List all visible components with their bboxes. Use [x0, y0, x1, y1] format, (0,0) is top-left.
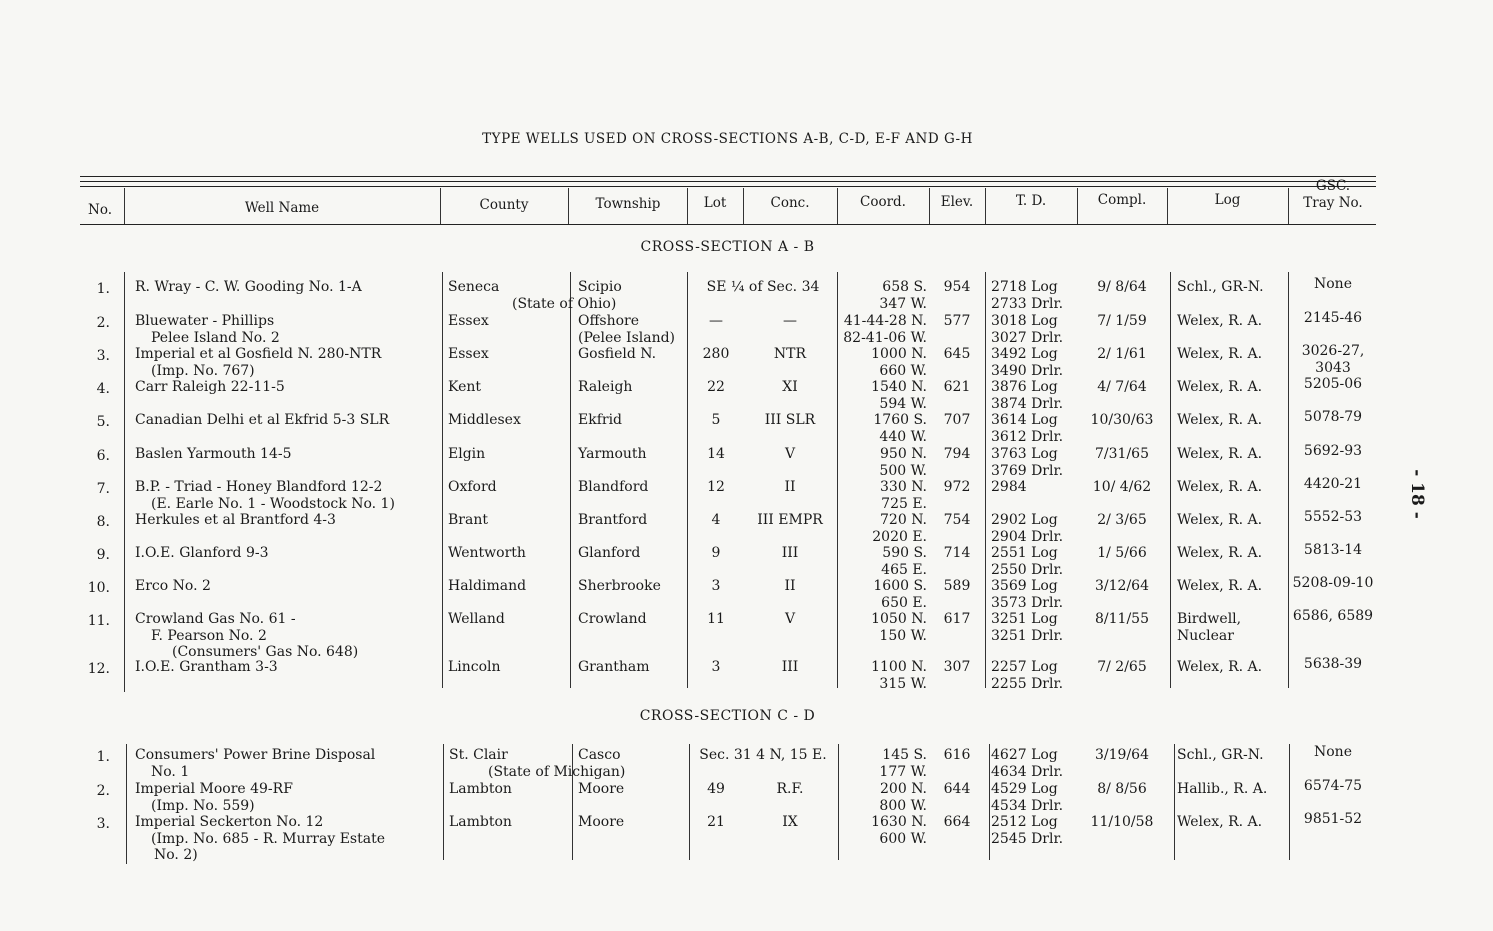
- elevation-cell: 754: [943, 512, 971, 528]
- concession-cell: II: [784, 578, 796, 594]
- township-cell: Crowland: [578, 611, 647, 627]
- total-depth-cell: 3018 Log: [991, 313, 1058, 329]
- total-depth-cell: 2984: [991, 479, 1027, 495]
- concession-cell: III: [781, 659, 799, 675]
- lot-cell: 14: [707, 446, 725, 462]
- tray-number-cell: 5813-14: [1303, 542, 1363, 558]
- tray-number-cell: 5552-53: [1303, 509, 1363, 525]
- county-cell: St. Clair: [449, 747, 508, 763]
- total-depth-cell-line-2: 3027 Drlr.: [991, 329, 1064, 346]
- log-cell: Birdwell,: [1177, 611, 1242, 627]
- column-divider: [570, 272, 571, 688]
- coordinate-cell-line-2: 347 W.: [879, 295, 927, 312]
- coordinate-cell-line-2: 2020 E.: [872, 528, 927, 545]
- elevation-cell: 714: [943, 545, 971, 561]
- header-gsc: GSC.: [1315, 178, 1351, 194]
- total-depth-cell-line-2: 3573 Drlr.: [991, 594, 1064, 611]
- total-depth-cell: 3251 Log: [991, 611, 1058, 627]
- column-divider: [687, 272, 688, 688]
- lot-cell: 49: [707, 781, 725, 797]
- section-title-c-d: CROSS-SECTION C - D: [639, 708, 816, 724]
- coordinate-cell: 1630 N.: [871, 814, 927, 830]
- coordinate-cell: 1100 N.: [871, 659, 927, 675]
- row-number: 12.: [87, 661, 110, 677]
- header-elev: Elev.: [940, 194, 974, 210]
- coordinate-cell: 950 N.: [880, 446, 927, 462]
- completion-date-cell: 9/ 8/64: [1097, 279, 1147, 295]
- page-title: TYPE WELLS USED ON CROSS-SECTIONS A-B, C-D, E-F AND G-H: [482, 131, 973, 147]
- completion-date-cell: 1/ 5/66: [1097, 545, 1147, 561]
- completion-date-cell: 3/19/64: [1095, 747, 1149, 763]
- coordinate-cell-line-2: 650 E.: [881, 594, 927, 611]
- tray-number-cell: 9851-52: [1303, 811, 1363, 827]
- completion-date-cell: 8/11/55: [1095, 611, 1149, 627]
- total-depth-cell: 2902 Log: [991, 512, 1058, 528]
- header-divider: [985, 188, 986, 224]
- total-depth-cell: 4529 Log: [991, 781, 1058, 797]
- lot-cell: 3: [711, 578, 721, 594]
- well-name: Imperial Seckerton No. 12: [135, 814, 324, 830]
- page-number: - 18 -: [1406, 469, 1427, 519]
- tray-number-cell: 5692-93: [1303, 443, 1363, 459]
- concession-cell: —: [783, 313, 797, 329]
- county-cell: Lambton: [449, 781, 512, 797]
- completion-date-cell: 7/ 1/59: [1097, 313, 1147, 329]
- county-cell: Kent: [448, 379, 482, 395]
- column-divider: [989, 744, 990, 860]
- log-cell: Welex, R. A.: [1177, 814, 1263, 830]
- completion-date-cell: 10/30/63: [1090, 412, 1154, 428]
- coordinate-cell-line-2: 315 W.: [879, 675, 927, 692]
- tray-number-cell: None: [1314, 276, 1352, 292]
- log-cell: Welex, R. A.: [1177, 446, 1263, 462]
- elevation-cell: 616: [943, 747, 971, 763]
- well-name-line-2: (Imp. No. 559): [151, 797, 255, 814]
- tray-number-cell: 2145-46: [1303, 310, 1363, 326]
- county-cell: Seneca: [448, 279, 500, 295]
- tray-number-cell: 6574-75: [1303, 778, 1363, 794]
- coordinate-cell: 1760 S.: [873, 412, 927, 428]
- log-cell: Welex, R. A.: [1177, 578, 1263, 594]
- header-divider: [1077, 188, 1078, 224]
- coordinate-cell: 145 S.: [882, 747, 927, 763]
- well-name: Herkules et al Brantford 4-3: [135, 512, 336, 528]
- total-depth-cell: 3492 Log: [991, 346, 1058, 362]
- row-number: 10.: [87, 580, 110, 596]
- row-number: 9.: [96, 547, 110, 563]
- total-depth-cell-line-2: 3612 Drlr.: [991, 428, 1064, 445]
- total-depth-cell: 2551 Log: [991, 545, 1058, 561]
- lot-cell: Sec. 31 4 N, 15 E.: [699, 747, 827, 763]
- elevation-cell: 972: [943, 479, 971, 495]
- top-rule-2: [80, 181, 1376, 182]
- elevation-cell: 589: [943, 578, 971, 594]
- lot-cell: 21: [707, 814, 725, 830]
- row-number: 1.: [96, 281, 110, 297]
- column-divider: [1170, 272, 1171, 688]
- concession-cell: R.F.: [776, 781, 804, 797]
- total-depth-cell: 4627 Log: [991, 747, 1058, 763]
- coordinate-cell: 330 N.: [880, 479, 927, 495]
- row-number: 3.: [96, 348, 110, 364]
- row-number: 7.: [96, 481, 110, 497]
- row-number: 2.: [96, 783, 110, 799]
- log-cell: Welex, R. A.: [1177, 545, 1263, 561]
- total-depth-cell-line-2: 3769 Drlr.: [991, 462, 1064, 479]
- column-divider: [1289, 744, 1290, 860]
- well-name: Consumers' Power Brine Disposal: [135, 747, 376, 763]
- completion-date-cell: 11/10/58: [1090, 814, 1154, 830]
- township-note: (Pelee Island): [578, 329, 676, 346]
- well-name: Erco No. 2: [135, 578, 211, 594]
- header-township: Township: [595, 196, 661, 212]
- county-cell: Essex: [448, 346, 489, 362]
- header-coord: Coord.: [860, 194, 906, 210]
- well-name-line-2: (Imp. No. 767): [151, 362, 255, 379]
- tray-number-cell: None: [1314, 744, 1352, 760]
- elevation-cell: 617: [943, 611, 971, 627]
- lot-cell: 3: [711, 659, 721, 675]
- township-cell: Offshore: [578, 313, 640, 329]
- elevation-cell: 954: [943, 279, 971, 295]
- coordinate-cell-line-2: 594 W.: [879, 395, 927, 412]
- completion-date-cell: 7/ 2/65: [1097, 659, 1147, 675]
- section-title-a-b: CROSS-SECTION A - B: [640, 239, 815, 255]
- column-divider: [442, 272, 443, 688]
- township-cell: Sherbrooke: [578, 578, 661, 594]
- total-depth-cell: 2257 Log: [991, 659, 1058, 675]
- township-cell: Blandford: [578, 479, 649, 495]
- row-number: 4.: [96, 381, 110, 397]
- township-cell: Moore: [578, 781, 625, 797]
- well-name-line-2: No. 1: [151, 763, 190, 780]
- county-cell: Wentworth: [448, 545, 526, 561]
- township-cell: Brantford: [578, 512, 648, 528]
- elevation-cell: 707: [943, 412, 971, 428]
- elevation-cell: 644: [943, 781, 971, 797]
- header-divider: [837, 188, 838, 224]
- coordinate-cell-line-2: 150 W.: [879, 627, 927, 644]
- completion-date-cell: 10/ 4/62: [1092, 479, 1152, 495]
- coordinate-cell-line-2: 600 W.: [879, 830, 927, 847]
- lot-cell: 11: [707, 611, 725, 627]
- tray-number-cell: 3026-27,: [1301, 343, 1365, 359]
- township-cell: Grantham: [578, 659, 650, 675]
- lot-cell: SE ¼ of Sec. 34: [706, 279, 820, 295]
- lot-cell: 9: [711, 545, 721, 561]
- log-cell: Schl., GR-N.: [1177, 747, 1264, 763]
- concession-cell: IX: [782, 814, 798, 830]
- well-name-line-3: (Consumers' Gas No. 648): [172, 644, 359, 661]
- elevation-cell: 307: [943, 659, 971, 675]
- header-divider: [124, 188, 125, 224]
- coordinate-cell-line-2: 177 W.: [879, 763, 927, 780]
- header-county: County: [479, 197, 529, 213]
- column-divider: [1288, 272, 1289, 688]
- lot-cell: 12: [707, 479, 725, 495]
- header-td: T. D.: [1015, 193, 1047, 209]
- lot-cell: 280: [702, 346, 730, 362]
- tray-number-cell: 5638-39: [1303, 656, 1363, 672]
- header-divider: [743, 188, 744, 224]
- township-cell: Glanford: [578, 545, 641, 561]
- completion-date-cell: 3/12/64: [1095, 578, 1149, 594]
- header-compl: Compl.: [1097, 192, 1147, 208]
- completion-date-cell: 2/ 3/65: [1097, 512, 1147, 528]
- coordinate-cell-line-2: 82-41-06 W.: [843, 329, 927, 346]
- log-cell: Welex, R. A.: [1177, 659, 1263, 675]
- well-name-line-2: Pelee Island No. 2: [151, 329, 280, 346]
- log-cell: Schl., GR-N.: [1177, 279, 1264, 295]
- elevation-cell: 577: [943, 313, 971, 329]
- concession-cell: II: [784, 479, 796, 495]
- total-depth-cell-line-2: 4534 Drlr.: [991, 797, 1064, 814]
- coordinate-cell: 590 S.: [882, 545, 927, 561]
- header-tray-no: Tray No.: [1303, 195, 1363, 211]
- coordinate-cell-line-2: 440 W.: [879, 428, 927, 445]
- county-cell: Essex: [448, 313, 489, 329]
- coordinate-cell-line-2: 660 W.: [879, 362, 927, 379]
- concession-cell: III: [781, 545, 799, 561]
- row-number: 6.: [96, 448, 110, 464]
- elevation-cell: 645: [943, 346, 971, 362]
- township-note: (State of Michigan): [488, 763, 626, 780]
- elevation-cell: 664: [943, 814, 971, 830]
- top-rule-3: [80, 186, 1376, 187]
- coordinate-cell: 720 N.: [880, 512, 927, 528]
- county-cell: Brant: [448, 512, 488, 528]
- concession-cell: III EMPR: [757, 512, 823, 528]
- total-depth-cell-line-2: 2545 Drlr.: [991, 830, 1064, 847]
- completion-date-cell: 8/ 8/56: [1097, 781, 1147, 797]
- header-log: Log: [1214, 192, 1241, 208]
- header-divider: [687, 188, 688, 224]
- coordinate-cell: 200 N.: [880, 781, 927, 797]
- total-depth-cell-line-2: 3251 Drlr.: [991, 627, 1064, 644]
- coordinate-cell-line-2: 725 E.: [881, 495, 927, 512]
- well-name: I.O.E. Grantham 3-3: [135, 659, 278, 675]
- row-number: 8.: [96, 514, 110, 530]
- header-rule: [80, 224, 1376, 225]
- coordinate-cell: 1540 N.: [871, 379, 927, 395]
- well-name: Canadian Delhi et al Ekfrid 5-3 SLR: [135, 412, 390, 428]
- total-depth-cell: 3614 Log: [991, 412, 1058, 428]
- well-name-line-2: (Imp. No. 685 - R. Murray Estate: [151, 830, 385, 847]
- county-cell: Lambton: [449, 814, 512, 830]
- completion-date-cell: 2/ 1/61: [1097, 346, 1147, 362]
- header-divider: [929, 188, 930, 224]
- township-note: (State of Ohio): [512, 295, 617, 312]
- header-lot: Lot: [703, 195, 727, 211]
- row-number: 1.: [96, 749, 110, 765]
- county-cell: Lincoln: [448, 659, 501, 675]
- well-name: Carr Raleigh 22-11-5: [135, 379, 285, 395]
- township-cell: Raleigh: [578, 379, 633, 395]
- column-divider: [1174, 744, 1175, 860]
- row-number: 3.: [96, 816, 110, 832]
- total-depth-cell-line-2: 2550 Drlr.: [991, 561, 1064, 578]
- concession-cell: NTR: [773, 346, 807, 362]
- elevation-cell: 794: [943, 446, 971, 462]
- township-cell: Ekfrid: [578, 412, 623, 428]
- tray-number-cell: 5078-79: [1303, 409, 1363, 425]
- coordinate-cell: 41-44-28 N.: [843, 313, 927, 329]
- total-depth-cell-line-2: 4634 Drlr.: [991, 763, 1064, 780]
- header-divider: [1167, 188, 1168, 224]
- log-cell: Welex, R. A.: [1177, 379, 1263, 395]
- township-cell: Gosfield N.: [578, 346, 657, 362]
- coordinate-cell-line-2: 800 W.: [879, 797, 927, 814]
- total-depth-cell-line-2: 2733 Drlr.: [991, 295, 1064, 312]
- well-name: I.O.E. Glanford 9-3: [135, 545, 269, 561]
- well-name-line-2: (E. Earle No. 1 - Woodstock No. 1): [151, 495, 395, 512]
- county-cell: Elgin: [448, 446, 486, 462]
- log-cell: Welex, R. A.: [1177, 346, 1263, 362]
- well-name: Baslen Yarmouth 14-5: [135, 446, 292, 462]
- total-depth-cell: 2718 Log: [991, 279, 1058, 295]
- tray-number-cell-line-2: 3043: [1315, 359, 1351, 376]
- header-well-name: Well Name: [244, 200, 320, 216]
- total-depth-cell: 3763 Log: [991, 446, 1058, 462]
- lot-cell: —: [709, 313, 723, 329]
- coordinate-cell-line-2: 500 W.: [879, 462, 927, 479]
- well-name: Crowland Gas No. 61 -: [135, 611, 296, 627]
- header-conc: Conc.: [770, 195, 810, 211]
- tray-number-cell: 5205-06: [1303, 376, 1363, 392]
- coordinate-cell: 658 S.: [882, 279, 927, 295]
- completion-date-cell: 4/ 7/64: [1097, 379, 1147, 395]
- well-name: B.P. - Triad - Honey Blandford 12-2: [135, 479, 383, 495]
- coordinate-cell-line-2: 465 E.: [881, 561, 927, 578]
- township-cell: Casco: [578, 747, 621, 763]
- county-cell: Oxford: [448, 479, 497, 495]
- lot-cell: 22: [707, 379, 725, 395]
- coordinate-cell: 1050 N.: [871, 611, 927, 627]
- column-divider: [985, 272, 986, 688]
- total-depth-cell: 3569 Log: [991, 578, 1058, 594]
- column-divider: [124, 272, 125, 692]
- log-cell: Welex, R. A.: [1177, 512, 1263, 528]
- total-depth-cell-line-2: 2255 Drlr.: [991, 675, 1064, 692]
- total-depth-cell-line-2: 3874 Drlr.: [991, 395, 1064, 412]
- township-cell: Yarmouth: [578, 446, 647, 462]
- well-name-line-3: No. 2): [154, 847, 198, 864]
- row-number: 5.: [96, 414, 110, 430]
- concession-cell: V: [784, 446, 796, 462]
- column-divider: [572, 744, 573, 860]
- top-rule-1: [80, 176, 1376, 177]
- tray-number-cell: 5208-09-10: [1292, 575, 1374, 591]
- log-cell: Welex, R. A.: [1177, 412, 1263, 428]
- log-cell-line-2: Nuclear: [1177, 627, 1234, 644]
- column-divider: [443, 744, 444, 860]
- total-depth-cell-line-2: 3490 Drlr.: [991, 362, 1064, 379]
- log-cell: Welex, R. A.: [1177, 479, 1263, 495]
- concession-cell: III SLR: [764, 412, 816, 428]
- lot-cell: 5: [711, 412, 721, 428]
- log-cell: Welex, R. A.: [1177, 313, 1263, 329]
- total-depth-cell-line-2: 2904 Drlr.: [991, 528, 1064, 545]
- header-no: No.: [88, 202, 112, 218]
- well-name: Imperial et al Gosfield N. 280-NTR: [135, 346, 382, 362]
- coordinate-cell: 1600 S.: [873, 578, 927, 594]
- total-depth-cell: 2512 Log: [991, 814, 1058, 830]
- well-name-line-2: F. Pearson No. 2: [151, 627, 267, 644]
- township-cell: Moore: [578, 814, 625, 830]
- county-cell: Welland: [448, 611, 505, 627]
- lot-cell: 4: [711, 512, 721, 528]
- row-number: 2.: [96, 315, 110, 331]
- county-cell: Middlesex: [448, 412, 521, 428]
- well-name: Bluewater - Phillips: [135, 313, 275, 329]
- township-cell: Scipio: [578, 279, 622, 295]
- tray-number-cell: 6586, 6589: [1292, 608, 1374, 624]
- total-depth-cell: 3876 Log: [991, 379, 1058, 395]
- row-number: 11.: [87, 613, 110, 629]
- elevation-cell: 621: [943, 379, 971, 395]
- well-name: Imperial Moore 49-RF: [135, 781, 293, 797]
- concession-cell: V: [784, 611, 796, 627]
- well-name: R. Wray - C. W. Gooding No. 1-A: [135, 279, 362, 295]
- header-divider: [440, 188, 441, 224]
- header-divider: [1288, 188, 1289, 224]
- coordinate-cell: 1000 N.: [871, 346, 927, 362]
- completion-date-cell: 7/31/65: [1095, 446, 1149, 462]
- column-divider: [126, 744, 127, 864]
- log-cell: Hallib., R. A.: [1177, 781, 1268, 797]
- county-cell: Haldimand: [448, 578, 527, 594]
- header-divider: [568, 188, 569, 224]
- concession-cell: XI: [782, 379, 798, 395]
- tray-number-cell: 4420-21: [1303, 476, 1363, 492]
